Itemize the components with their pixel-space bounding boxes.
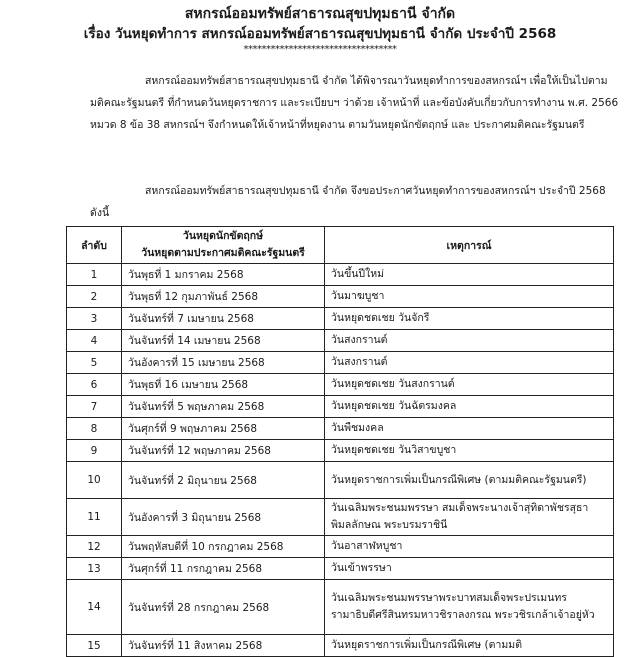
intro-paragraph: สหกรณ์ออมทรัพย์สาธารณสุขปทุมธานี จำกัด ได้พิจารณาวันหยุดทำการของสหกรณ์ฯ เพื่อให้เป็นไปตามมติคณะรัฐมนตรี ที่กำหนดวันหยุดราชการ และระเบียบฯ ว่าด้วย เจ้าหน้าที่ และข้อบังคับเกี่ยวกับการทำงาน พ.ศ. 2566 หมวด 8 ข้อ 38 สหกรณ์ฯ จึงกำหนดให้เจ้าหน้าที่หยุดงาน ตามวันหยุดนักขัตฤกษ์ และ ประกาศมติคณะรัฐมนตรี: [90, 75, 619, 131]
table-row: [67, 499, 614, 536]
row-event: วันมาฆบูชา: [325, 286, 614, 308]
row-date: วันจันทร์ที่ 11 สิงหาคม 2568: [122, 635, 325, 657]
row-event: วันขึ้นปีใหม่: [325, 264, 614, 286]
separator-line: **********************************: [243, 44, 397, 55]
table-row: [67, 352, 614, 374]
table-row: [67, 286, 614, 308]
row-date: วันจันทร์ที่ 2 มิถุนายน 2568: [122, 462, 325, 499]
row-date: วันจันทร์ที่ 7 เมษายน 2568: [122, 308, 325, 330]
row-event: วันเฉลิมพระชนมพรรษา สมเด็จพระนางเจ้าสุทิดาพัชรสุธาพิมลลักษณ พระบรมราชินี: [325, 499, 614, 536]
row-number: 13: [67, 558, 122, 580]
row-date: วันจันทร์ที่ 12 พฤษภาคม 2568: [122, 440, 325, 462]
table-row: [67, 374, 614, 396]
row-date: วันพุธที่ 16 เมษายน 2568: [122, 374, 325, 396]
row-event: วันสงกรานต์: [325, 352, 614, 374]
table-row: [67, 580, 614, 635]
table-row: [67, 440, 614, 462]
row-number: 4: [67, 330, 122, 352]
table-row: [67, 558, 614, 580]
table-row: [67, 264, 614, 286]
row-event: วันหยุดราชการเพิ่มเป็นกรณีพิเศษ (ตามมติ: [325, 635, 614, 657]
table-row: [67, 462, 614, 499]
row-number: 6: [67, 374, 122, 396]
header-number: ลำดับ: [67, 227, 122, 264]
table-row: [67, 418, 614, 440]
table-row: [67, 308, 614, 330]
row-number: 7: [67, 396, 122, 418]
table-row: [67, 330, 614, 352]
row-number: 2: [67, 286, 122, 308]
row-event: วันหยุดชดเชย วันฉัตรมงคล: [325, 396, 614, 418]
row-date: วันอังคารที่ 3 มิถุนายน 2568: [122, 499, 325, 536]
header-event: เหตุการณ์: [325, 227, 614, 264]
row-number: 5: [67, 352, 122, 374]
row-event: วันเข้าพรรษา: [325, 558, 614, 580]
row-date: วันพุธที่ 12 กุมภาพันธ์ 2568: [122, 286, 325, 308]
row-date: วันศุกร์ที่ 9 พฤษภาคม 2568: [122, 418, 325, 440]
organization-title: สหกรณ์ออมทรัพย์สาธารณสุขปทุมธานี จำกัด: [184, 6, 456, 22]
row-date: วันจันทร์ที่ 28 กรกฎาคม 2568: [122, 580, 325, 635]
row-number: 14: [67, 580, 122, 635]
row-event: วันหยุดชดเชย วันวิสาขบูชา: [325, 440, 614, 462]
row-event: วันพืชมงคล: [325, 418, 614, 440]
row-number: 12: [67, 536, 122, 558]
row-event: วันอาสาฬหบูชา: [325, 536, 614, 558]
row-number: 8: [67, 418, 122, 440]
header-date-line2: วันหยุดตามประกาศมติคณะรัฐมนตรี: [141, 247, 305, 259]
row-number: 10: [67, 462, 122, 499]
header-date: [122, 227, 325, 264]
header-date-line1: วันหยุดนักขัตฤกษ์: [182, 230, 264, 242]
holiday-table: [66, 226, 614, 657]
table-header-row: [67, 227, 614, 264]
row-date: วันพฤหัสบดีที่ 10 กรกฎาคม 2568: [122, 536, 325, 558]
row-number: 9: [67, 440, 122, 462]
announcement-paragraph: สหกรณ์ออมทรัพย์สาธารณสุขปทุมธานี จำกัด จึงขอประกาศวันหยุดทำการของสหกรณ์ฯ ประจำปี 2568 ดังนี้: [90, 185, 606, 219]
row-date: วันอังคารที่ 15 เมษายน 2568: [122, 352, 325, 374]
row-event: วันหยุดชดเชย วันสงกรานต์: [325, 374, 614, 396]
row-event: วันหยุดชดเชย วันจักรี: [325, 308, 614, 330]
table-row: [67, 396, 614, 418]
row-date: วันพุธที่ 1 มกราคม 2568: [122, 264, 325, 286]
row-date: วันจันทร์ที่ 14 เมษายน 2568: [122, 330, 325, 352]
row-number: 1: [67, 264, 122, 286]
table-row: [67, 635, 614, 657]
row-date: วันศุกร์ที่ 11 กรกฎาคม 2568: [122, 558, 325, 580]
document-subject: เรื่อง วันหยุดทำการ สหกรณ์ออมทรัพย์สาธารณสุขปทุมธานี จำกัด ประจำปี 2568: [83, 26, 557, 42]
row-number: 11: [67, 499, 122, 536]
row-number: 3: [67, 308, 122, 330]
row-event: วันสงกรานต์: [325, 330, 614, 352]
table-row: [67, 536, 614, 558]
row-number: 15: [67, 635, 122, 657]
row-date: วันจันทร์ที่ 5 พฤษภาคม 2568: [122, 396, 325, 418]
row-event: วันเฉลิมพระชนมพรรษาพระบาทสมเด็จพระปรเมนทรรามาธิบดีศรีสินทรมหาวชิราลงกรณ พระวชิรเกล้าเจ้าอยู่หัว: [325, 580, 614, 635]
row-event: วันหยุดราชการเพิ่มเป็นกรณีพิเศษ (ตามมติคณะรัฐมนตรี): [325, 462, 614, 499]
